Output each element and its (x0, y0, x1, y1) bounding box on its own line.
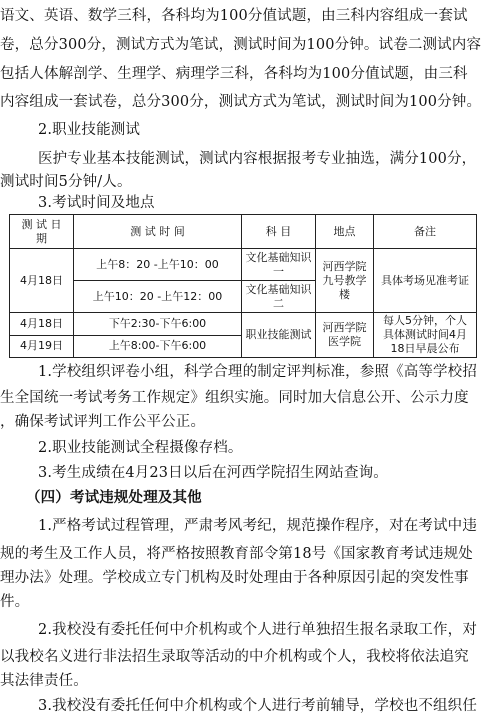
cell-time: 上午10：20 -上午12：00 (74, 281, 242, 313)
body-line: 以我校名义进行非法招生录取等活动的中介机构或个人，我校将依法追究 (0, 649, 469, 665)
cell-date: 4月18日 (10, 313, 74, 336)
header-date: 测 试 日 期 (10, 215, 74, 249)
cell-date: 4月19日 (10, 335, 74, 358)
body-line: 2.我校没有委托任何中介机构或个人进行单独招生报名录取工作，对 (38, 622, 477, 638)
body-line: 包括人体解剖学、生理学、病理学三科，各科均为100分值试题，由三科 (0, 66, 468, 82)
body-line: 1.学校组织评卷小组，科学合理的制定评判标准，参照《高等学校招 (38, 364, 477, 380)
subheading: 3.考试时间及地点 (38, 195, 155, 211)
body-line: 语文、英语、数学三科，各科均为100分值试题，由三科内容组成一套试 (0, 8, 468, 24)
body-line: 生全国统一考试考务工作规定》组织实施。同时加大信息公开、公示力度 (0, 390, 469, 406)
cell-time: 上午8:00-下午6:00 (74, 335, 242, 358)
cell-note: 每人5分钟，个人 具体测试时间4月 18日早晨公布 (374, 313, 477, 358)
cell-subject: 文化基础知识 二 (242, 281, 316, 313)
body-line: 理办法》处理。学校成立专门机构及时处理由于各种原因引起的突发性事 (0, 570, 469, 586)
subheading: 2.职业技能测试 (38, 122, 141, 138)
body-line: 内容组成一套试卷，总分300分，测试方式为笔试，测试时间为100分钟。 (0, 94, 482, 110)
section-heading: （四）考试违规处理及其他 (26, 489, 202, 506)
cell-subject: 文化基础知识 一 (242, 249, 316, 281)
body-line: 3.考生成绩在4月23日以后在河西学院招生网站查询。 (38, 465, 388, 481)
body-line: 卷，总分300分，测试方式为笔试，测试时间为100分钟。试卷二测试内容 (0, 37, 482, 53)
body-line: 医护专业基本技能测试，测试内容根据报考专业抽选，满分100分， (38, 151, 477, 167)
cell-note: 具体考场见准考证 (374, 249, 477, 313)
body-line: 测试时间5分钟/人。 (0, 174, 132, 190)
body-line: 1.严格考试过程管理，严肃考风考纪，规范操作程序，对在考试中违 (38, 518, 477, 534)
cell-date: 4月18日 (10, 249, 74, 313)
body-line: ，确保考试评判工作公平公正。 (0, 414, 206, 430)
body-line: 规的考生及工作人员，将严格按照教育部令第18号《国家教育考试违规处 (0, 546, 473, 562)
body-line: 3.我校没有委托任何中介机构或个人进行考前辅导，学校也不组织任 (38, 698, 477, 714)
header-subject: 科 目 (242, 215, 316, 249)
header-note: 备注 (374, 215, 477, 249)
exam-schedule-table (9, 214, 477, 358)
cell-place: 河西学院 医学院 (316, 313, 374, 358)
header-time: 测 试 时 间 (74, 215, 242, 249)
cell-time: 下午2:30-下午6:00 (74, 313, 242, 336)
cell-subject: 职业技能测试 (242, 313, 316, 358)
cell-place: 河西学院 九号教学 楼 (316, 249, 374, 313)
header-place: 地点 (316, 215, 374, 249)
body-line: 件。 (0, 594, 30, 610)
body-line: 2.职业技能测试全程摄像存档。 (38, 440, 243, 456)
body-line: 其法律责任。 (0, 673, 88, 689)
cell-time: 上午8：20 -上午10：00 (74, 249, 242, 281)
